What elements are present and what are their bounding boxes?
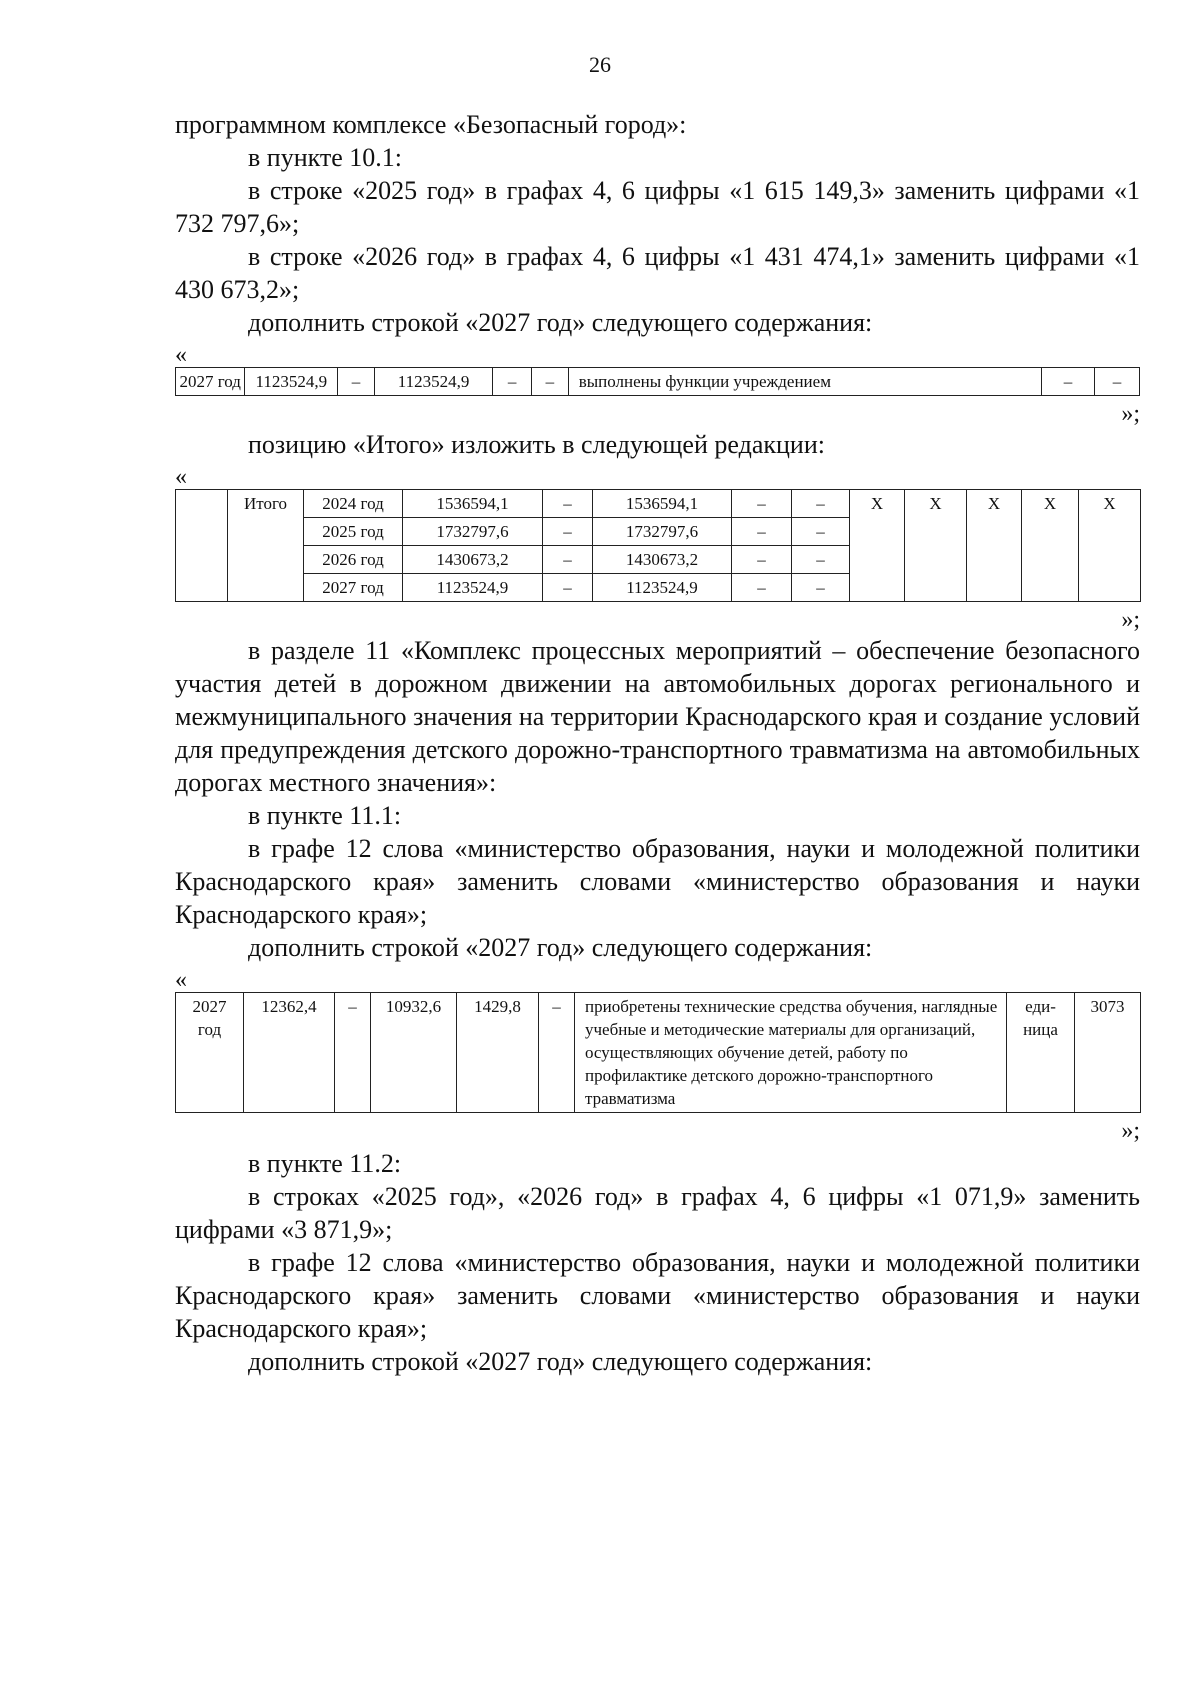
page-number: 26 xyxy=(589,52,611,77)
closing-quote: »; xyxy=(1121,607,1140,633)
cell: – xyxy=(335,993,371,1113)
paragraph: в графе 12 слова «министерство образования, науки и молодежной политики Краснодарского края» заменить словами «министерство образования и науки Краснодарского края»; xyxy=(175,834,1140,929)
cell: – xyxy=(792,574,850,602)
cell: – xyxy=(543,574,593,602)
total-cell: 1536594,1 xyxy=(403,490,543,518)
regional-budget-cell: 1430673,2 xyxy=(593,546,732,574)
x-mark-cell: Х xyxy=(967,490,1022,602)
year-cell: 2027 год xyxy=(304,574,403,602)
year-cell: 2026 год xyxy=(304,546,403,574)
total-cell: 1123524,9 xyxy=(245,368,338,396)
year-cell: 2025 год xyxy=(304,518,403,546)
document-body xyxy=(175,108,1140,1378)
cell: – xyxy=(543,518,593,546)
result-description-cell: выполнены функции учреждением xyxy=(568,368,1041,396)
cell: – xyxy=(531,368,568,396)
paragraph: в строке «2026 год» в графах 4, 6 цифры «1 431 474,1» заменить цифрами «1 430 673,2»; xyxy=(175,242,1140,304)
regional-budget-cell: 1123524,9 xyxy=(374,368,492,396)
paragraph: в строках «2025 год», «2026 год» в графах 4, 6 цифры «1 071,9» заменить цифрами «3 871,9»; xyxy=(175,1182,1140,1244)
x-mark-cell: Х xyxy=(1079,490,1141,602)
itogo-table xyxy=(175,489,1141,602)
empty-cell xyxy=(176,490,228,602)
total-cell: 1732797,6 xyxy=(403,518,543,546)
paragraph: в разделе 11 «Комплекс процессных мероприятий – обеспечение безопасного участия детей в дорожном движении на автомобильных дорогах регионального и межмуниципального значения на территории Краснодарского края и создание условий для предупреждения детского дорожно-транспортного травматизма на автомобильных дорогах местного значения»: xyxy=(175,636,1140,797)
regional-budget-cell: 1123524,9 xyxy=(593,574,732,602)
table-row-2027-a xyxy=(175,367,1140,396)
cell: – xyxy=(732,574,792,602)
cell: – xyxy=(493,368,532,396)
cell: – xyxy=(1095,368,1140,396)
closing-quote: »; xyxy=(1121,1118,1140,1144)
itogo-label: Итого xyxy=(228,490,304,602)
unit-cell: еди-ница xyxy=(1007,993,1075,1113)
cell: – xyxy=(1042,368,1095,396)
paragraph: в графе 12 слова «министерство образования, науки и молодежной политики Краснодарского края» заменить словами «министерство образования и науки Краснодарского края»; xyxy=(175,1248,1140,1343)
total-cell: 1123524,9 xyxy=(403,574,543,602)
cell: – xyxy=(732,546,792,574)
x-mark-cell: Х xyxy=(1022,490,1079,602)
cell: – xyxy=(792,546,850,574)
x-mark-cell: Х xyxy=(905,490,967,602)
paragraph: позицию «Итого» изложить в следующей редакции: xyxy=(248,430,825,459)
opening-quote: « xyxy=(175,342,187,368)
closing-quote: »; xyxy=(1121,401,1140,427)
cell: – xyxy=(543,490,593,518)
opening-quote: « xyxy=(175,464,187,490)
x-mark-cell: Х xyxy=(850,490,905,602)
year-cell: 2024 год xyxy=(304,490,403,518)
result-description-cell: приобретены технические средства обучения, наглядные учебные и методические материалы для организаций, осуществляющих обучение детей, работу по профилактике детского дорожно-транспортного травматизма xyxy=(575,993,1007,1113)
year-cell: 2027 год xyxy=(176,993,244,1113)
paragraph: дополнить строкой «2027 год» следующего содержания: xyxy=(248,1347,873,1376)
cell: – xyxy=(732,490,792,518)
paragraph: программном комплексе «Безопасный город»: xyxy=(175,110,687,139)
cell: – xyxy=(539,993,575,1113)
table-row xyxy=(176,490,1141,518)
table-row xyxy=(176,368,1140,396)
cell: – xyxy=(792,518,850,546)
paragraph: дополнить строкой «2027 год» следующего содержания: xyxy=(248,933,873,962)
cell: – xyxy=(732,518,792,546)
regional-budget-cell: 1732797,6 xyxy=(593,518,732,546)
paragraph: дополнить строкой «2027 год» следующего содержания: xyxy=(248,308,873,337)
paragraph: в пункте 10.1: xyxy=(248,143,403,172)
year-cell: 2027 год xyxy=(176,368,245,396)
table-row-2027-b xyxy=(175,992,1141,1113)
cell: – xyxy=(338,368,375,396)
paragraph: в пункте 11.2: xyxy=(248,1149,402,1178)
local-budget-cell: 1429,8 xyxy=(457,993,539,1113)
paragraph: в строке «2025 год» в графах 4, 6 цифры «1 615 149,3» заменить цифрами «1 732 797,6»; xyxy=(175,176,1140,238)
value-cell: 3073 xyxy=(1075,993,1141,1113)
paragraph: в пункте 11.1: xyxy=(248,801,402,830)
cell: – xyxy=(543,546,593,574)
total-cell: 1430673,2 xyxy=(403,546,543,574)
cell: – xyxy=(792,490,850,518)
table-row xyxy=(176,993,1141,1113)
opening-quote: « xyxy=(175,967,187,993)
regional-budget-cell: 10932,6 xyxy=(371,993,457,1113)
regional-budget-cell: 1536594,1 xyxy=(593,490,732,518)
total-cell: 12362,4 xyxy=(244,993,335,1113)
